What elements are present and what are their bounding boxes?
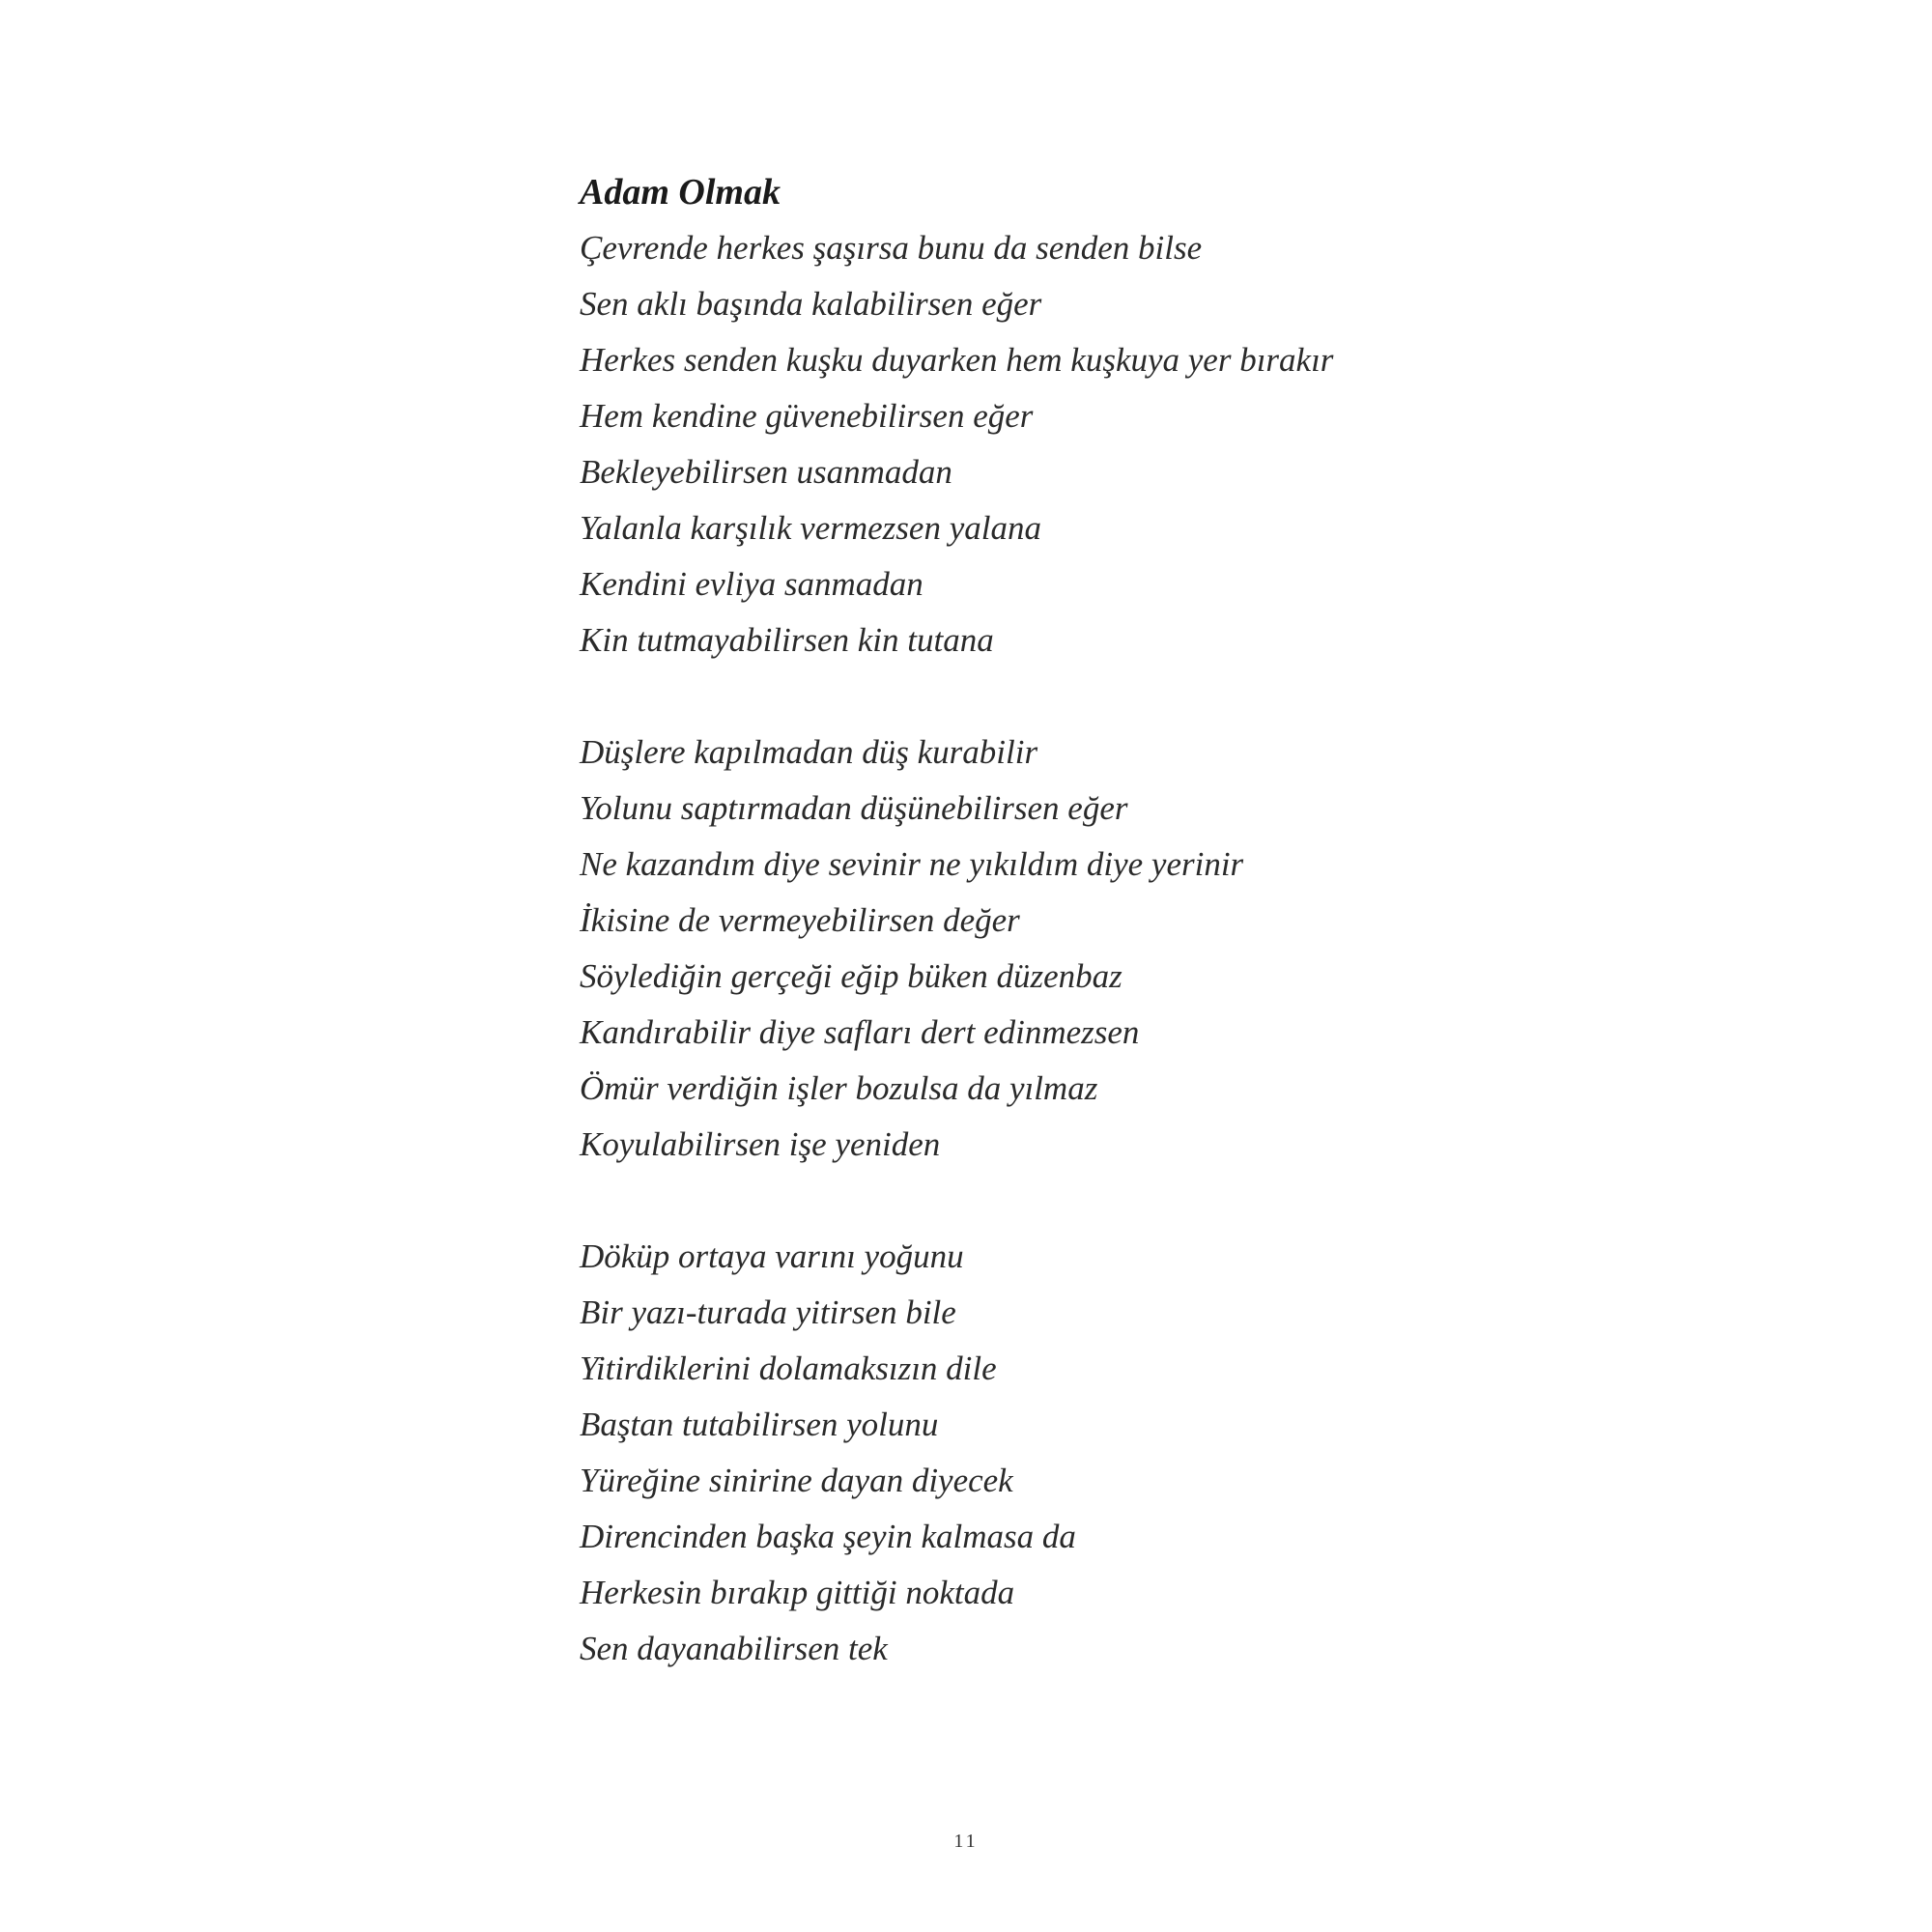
poem-line: Herkesin bırakıp gittiği noktada xyxy=(580,1574,1015,1611)
poem-title: Adam Olmak xyxy=(580,172,781,213)
poem-line: İkisine de vermeyebilirsen değer xyxy=(580,901,1020,939)
poem-line: Bekleyebilirsen usanmadan xyxy=(580,453,952,491)
poem-line: Düşlere kapılmadan düş kurabilir xyxy=(580,733,1038,771)
stanza-1 xyxy=(580,220,1546,668)
poem-line: Çevrende herkes şaşırsa bunu da senden bilse xyxy=(580,229,1203,267)
poem-line: Koyulabilirsen işe yeniden xyxy=(580,1125,941,1163)
poem-line: Herkes senden kuşku duyarken hem kuşkuya yer bırakır xyxy=(580,341,1334,379)
poem-line: Yalanla karşılık vermezsen yalana xyxy=(580,509,1041,547)
poem-line: Yolunu saptırmadan düşünebilirsen eğer xyxy=(580,789,1128,827)
poem-line: Döküp ortaya varını yoğunu xyxy=(580,1237,964,1275)
poem-line: Baştan tutabilirsen yolunu xyxy=(580,1406,939,1443)
poem xyxy=(580,164,1546,1677)
poem-line: Ömür verdiğin işler bozulsa da yılmaz xyxy=(580,1069,1098,1107)
poem-line: Kin tutmayabilirsen kin tutana xyxy=(580,621,994,659)
poem-line: Hem kendine güvenebilirsen eğer xyxy=(580,397,1034,435)
poem-line: Yitirdiklerini dolamaksızın dile xyxy=(580,1350,997,1387)
poem-line: Sen dayanabilirsen tek xyxy=(580,1630,888,1667)
poem-line: Sen aklı başında kalabilirsen eğer xyxy=(580,285,1042,323)
poem-line: Bir yazı-turada yitirsen bile xyxy=(580,1293,956,1331)
poem-line: Yüreğine sinirine dayan diyecek xyxy=(580,1462,1013,1499)
stanza-2 xyxy=(580,724,1546,1173)
page-number: 11 xyxy=(953,1831,979,1852)
poem-line: Kandırabilir diye safları dert edinmezsen xyxy=(580,1013,1140,1051)
poem-line: Kendini evliya sanmadan xyxy=(580,565,923,603)
stanza-3 xyxy=(580,1229,1546,1677)
poem-line: Söylediğin gerçeği eğip büken düzenbaz xyxy=(580,957,1122,995)
poem-line: Direncinden başka şeyin kalmasa da xyxy=(580,1518,1076,1555)
poem-line: Ne kazandım diye sevinir ne yıkıldım diye yerinir xyxy=(580,845,1244,883)
